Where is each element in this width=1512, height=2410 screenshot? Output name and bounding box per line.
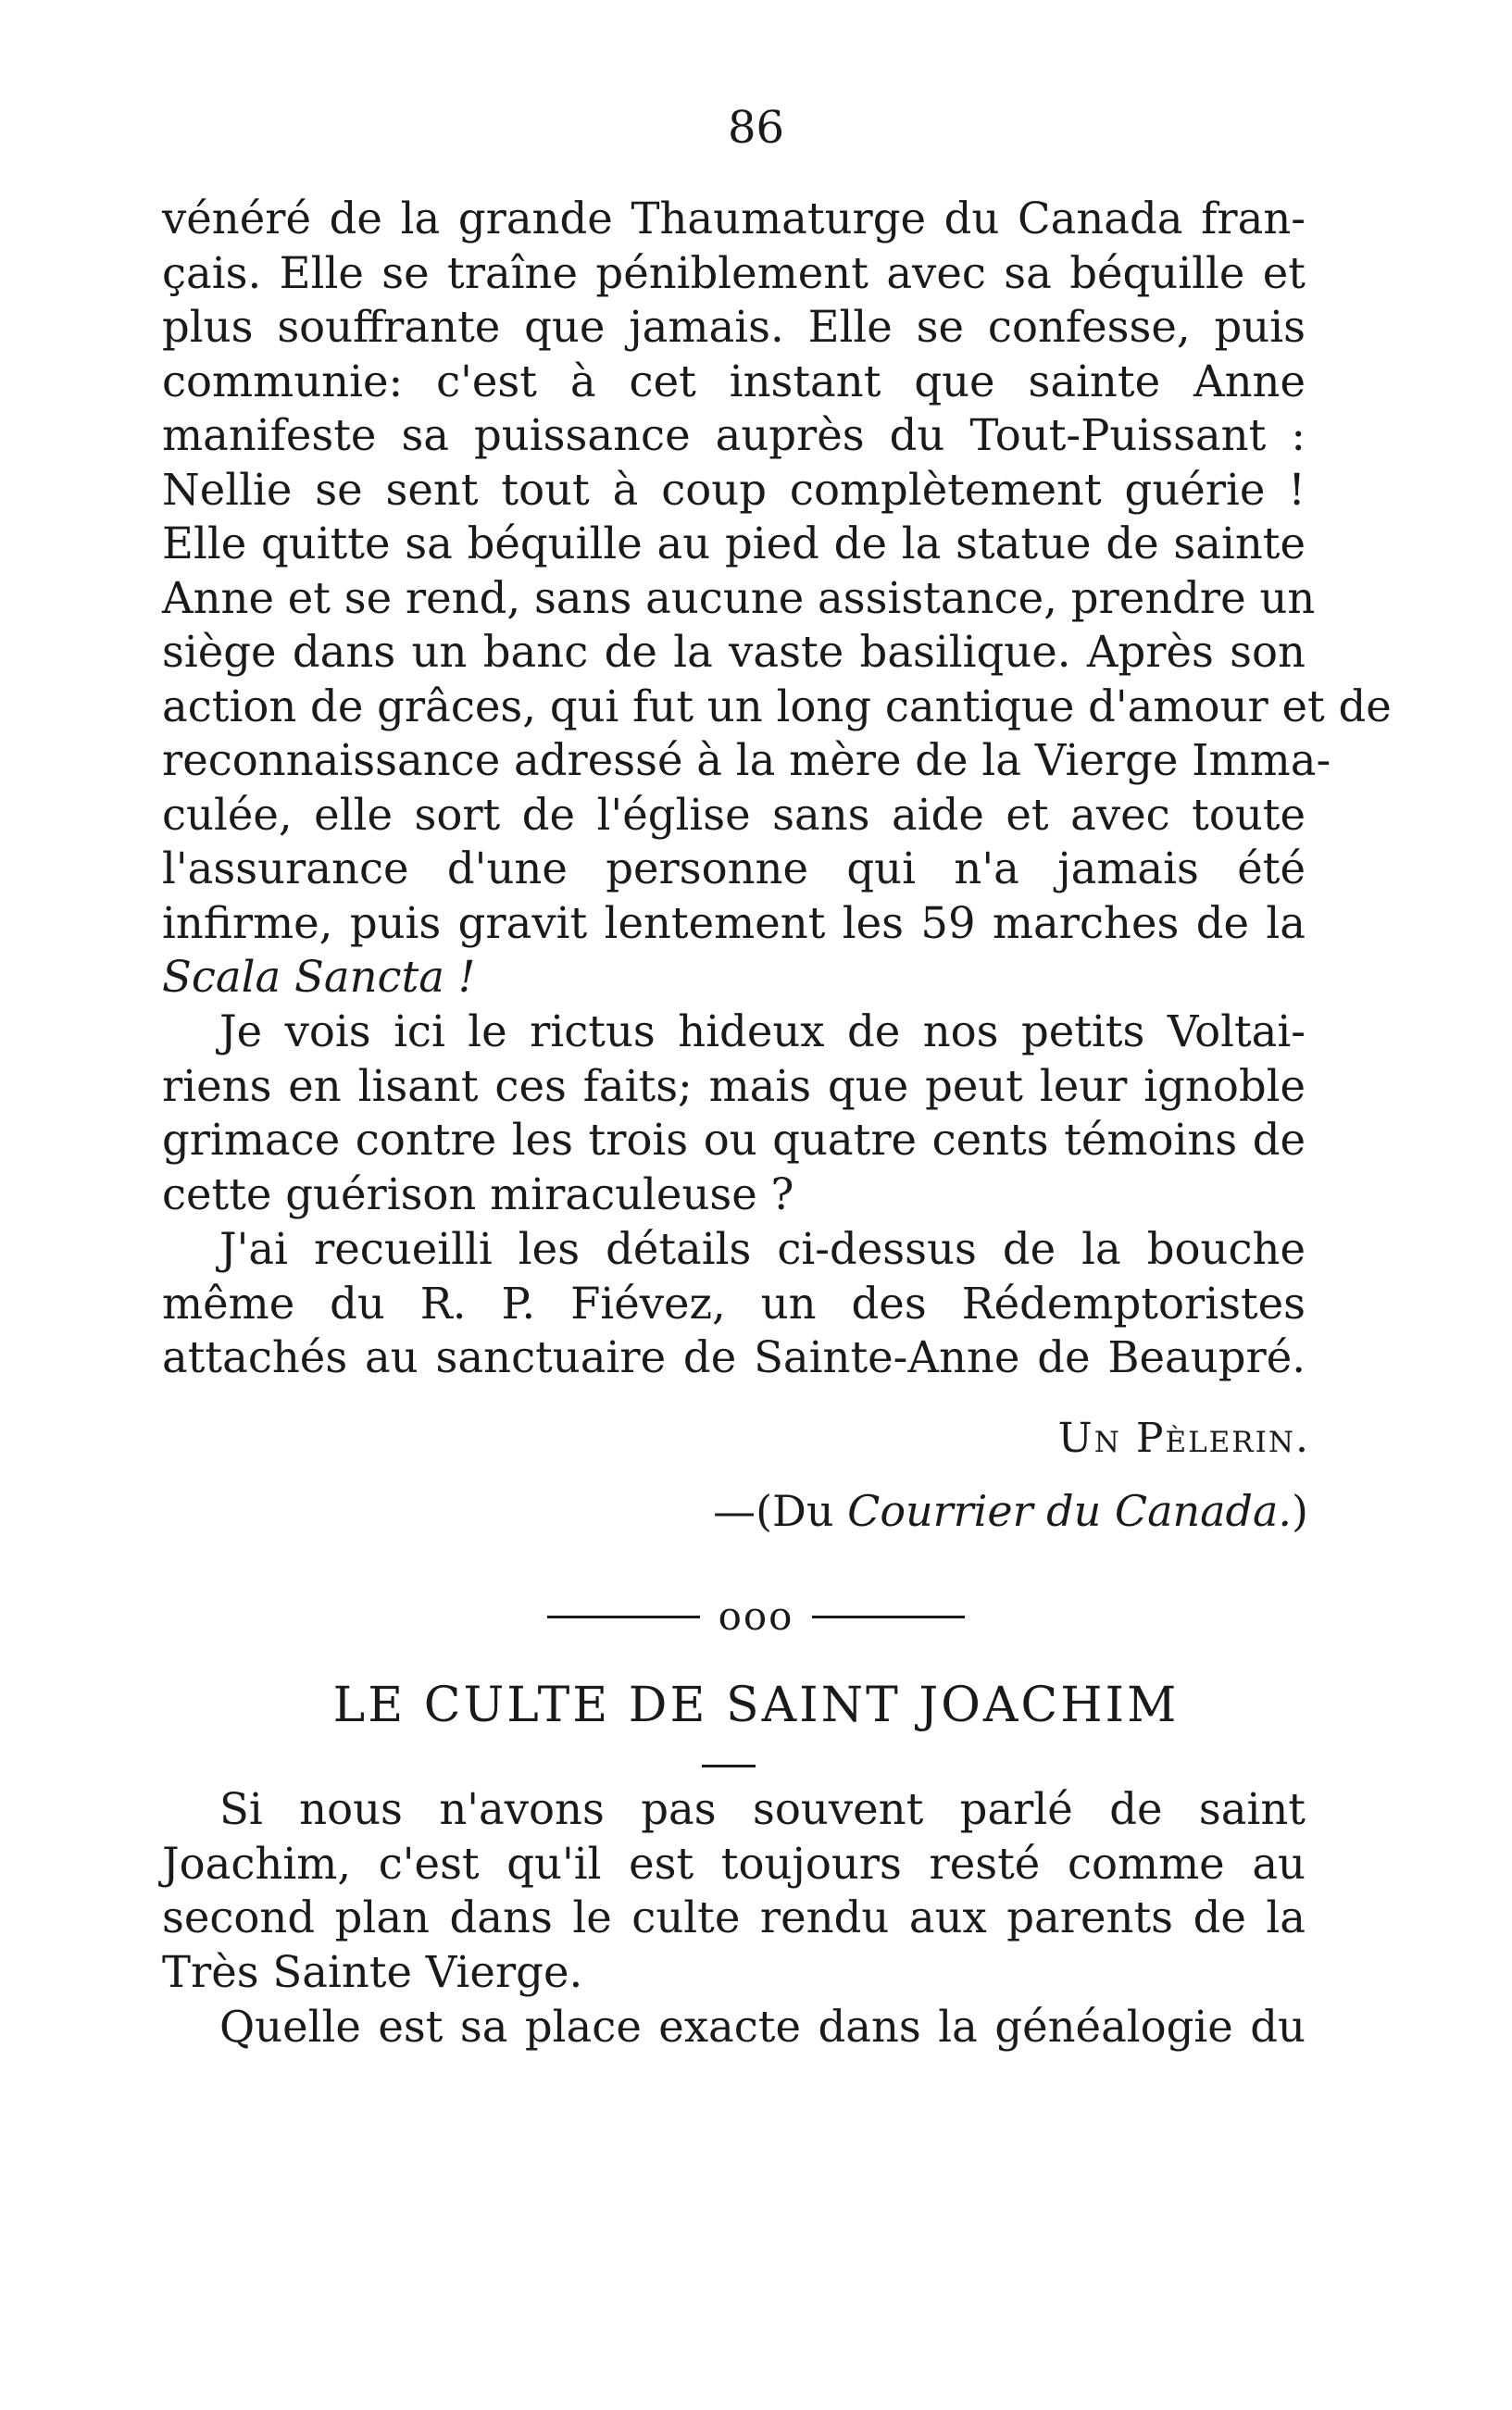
text-line: Si nous n'avons pas souvent parlé de saint: [219, 1784, 1306, 1834]
text-line: plus souffrante que jamais. Elle se confesse, puis: [162, 302, 1306, 352]
text-line-italic: Scala Sancta !: [162, 952, 476, 1002]
paragraph: [162, 1782, 1306, 1999]
text-line: Quelle est sa place exacte dans la généalogie du: [219, 2002, 1306, 2052]
page-number: 86: [727, 102, 785, 154]
text-line: Très Sainte Vierge.: [162, 1946, 583, 1997]
separator-rule-right: [812, 1616, 965, 1618]
title-underline-dash: [702, 1765, 756, 1767]
text-line: J'ai recueilli les détails ci-dessus de la bouche: [219, 1224, 1306, 1274]
paragraph: [162, 2000, 1306, 2054]
text-line: Nellie se sent tout à coup complètement guérie !: [162, 464, 1306, 515]
text-line: cette guérison miraculeuse ?: [162, 1168, 794, 1219]
source-citation: [713, 1484, 1308, 1538]
text-line: riens en lisant ces faits; mais que peut leur ignoble: [162, 1060, 1306, 1111]
text-line: Joachim, c'est qu'il est toujours resté comme au: [162, 1838, 1306, 1889]
source-title: Courrier du Canada.: [847, 1486, 1293, 1536]
text-line: culée, elle sort de l'église sans aide et avec toute: [162, 789, 1306, 840]
paragraph: [162, 1005, 1306, 1221]
text-line: grimace contre les trois ou quatre cents témoins de: [162, 1115, 1306, 1165]
text-line: Elle quitte sa béquille au pied de la statue de sainte: [162, 518, 1306, 568]
text-line: çais. Elle se traîne péniblement avec sa béquille et: [162, 247, 1306, 298]
source-prefix: —(Du: [713, 1486, 848, 1536]
text-line: siège dans un banc de la vaste basilique. Après son: [162, 627, 1306, 677]
text-line: l'assurance d'une personne qui n'a jamais été: [162, 843, 1306, 893]
section-separator: [0, 1591, 1512, 1642]
separator-ornament: ooo: [718, 1593, 794, 1639]
paragraph: [162, 1222, 1306, 1385]
text-line: Anne et se rend, sans aucune assistance, prendre un: [162, 572, 1316, 623]
text-line: manifeste sa puissance auprès du Tout-Puissant :: [162, 410, 1306, 460]
text-line: attachés au sanctuaire de Sainte-Anne de Beaupré.: [162, 1332, 1306, 1382]
paragraph-continuation: [162, 192, 1392, 1005]
section-title: LE CULTE DE SAINT JOACHIM: [332, 1678, 1180, 1733]
signature: Un Pèlerin.: [1057, 1415, 1310, 1462]
text-line: vénéré de la grande Thaumaturge du Canada fran-: [162, 194, 1306, 243]
source-suffix: ): [1292, 1486, 1308, 1536]
text-line: communie: c'est à cet instant que sainte Anne: [162, 356, 1306, 406]
text-line: reconnaissance adressé à la mère de la Vierge Imma-: [162, 735, 1331, 785]
separator-rule-left: [547, 1616, 700, 1618]
text-line: Je vois ici le rictus hideux de nos petits Voltai-: [219, 1006, 1306, 1056]
text-line: infirme, puis gravit lentement les 59 marches de la: [162, 897, 1306, 948]
text-line: même du R. P. Fiévez, un des Rédemptoristes: [162, 1278, 1306, 1329]
text-line: second plan dans le culte rendu aux parents de la: [162, 1892, 1306, 1942]
text-line: action de grâces, qui fut un long cantique d'amour et de: [162, 681, 1392, 731]
